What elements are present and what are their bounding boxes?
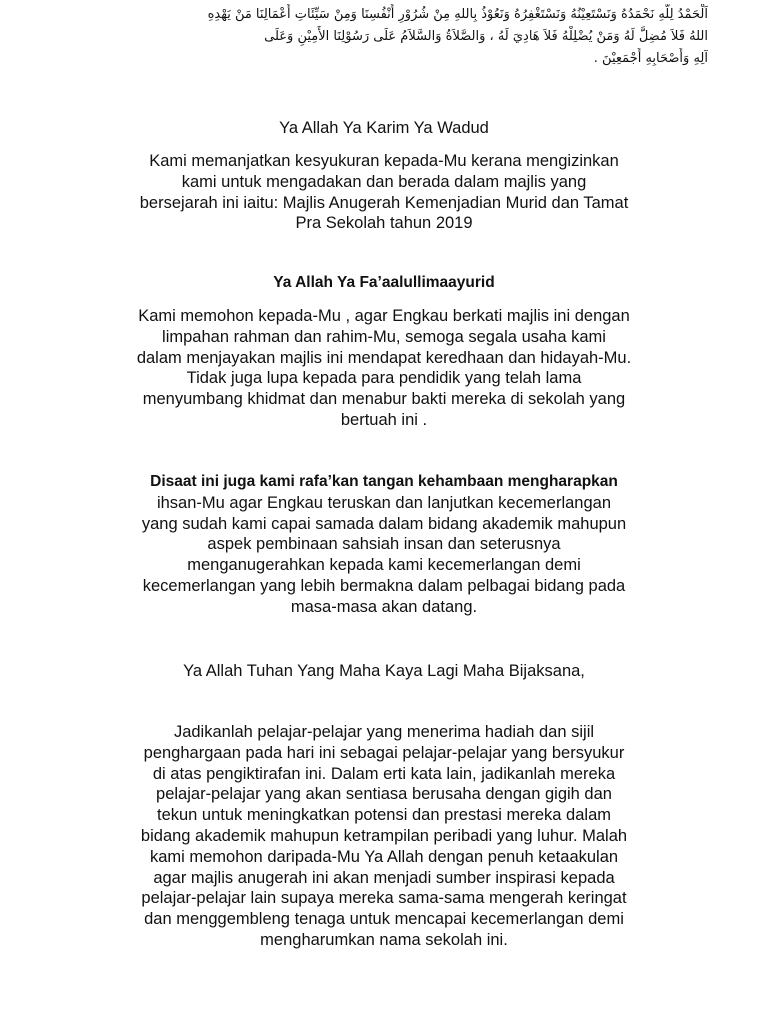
paragraph-line: bidang akademik mahupun ketrampilan peribadi yang luhur. Malah (140, 826, 628, 845)
paragraph-line: menganugerahkan kepada kami kecemerlangan demi (187, 556, 581, 575)
paragraph-jadikanlah (100, 722, 668, 951)
paragraph-line: kami memohon daripada-Mu Ya Allah dengan penuh ketaakulan (149, 847, 619, 866)
heading-karim-wadud: Ya Allah Ya Karim Ya Wadud (279, 119, 489, 137)
paragraph-rafakan (100, 472, 668, 618)
paragraph-line: kami untuk mengadakan dan berada dalam majlis yang (181, 172, 587, 191)
paragraph-line: Tidak juga lupa kepada para pendidik yang telah lama (186, 369, 582, 388)
paragraph-line: dan menggembleng tenaga untuk mencapai kecemerlangan demi (144, 910, 624, 929)
heading-faaalullimaayurid: Ya Allah Ya Fa’aalullimaayurid (273, 274, 495, 291)
paragraph-line: limpahan rahman dan rahim-Mu, semoga segala usaha kami (162, 327, 606, 346)
paragraph-line: agar majlis anugerah ini akan menjadi sumber inspirasi kepada (153, 868, 615, 887)
paragraph-bold-line: Disaat ini juga kami rafa’kan tangan kehambaan mengharapkan (150, 473, 618, 490)
paragraph-line: di atas pengiktirafan ini. Dalam erti kata lain, jadikanlah mereka (152, 764, 616, 783)
paragraph-line: penghargaan pada hari ini sebagai pelajar-pelajar yang bersyukur (143, 743, 625, 762)
paragraph-line: dalam menjayakan majlis ini mendapat keredhaan dan hidayah-Mu. (136, 348, 632, 367)
paragraph-line: tekun untuk meningkatkan potensi dan prestasi mereka dalam (156, 806, 612, 825)
paragraph-line: bersejarah ini iaitu: Majlis Anugerah Kemenjadian Murid dan Tamat (139, 193, 629, 212)
paragraph-line: Jadikanlah pelajar-pelajar yang menerima hadiah dan sijil (173, 723, 595, 741)
paragraph-line: yang sudah kami capai samada dalam bidang akademik mahupun (141, 514, 627, 533)
arabic-line: اللهُ فَلاَ مُضِلَّ لَهُ وَمَنْ يُضْلِلْهُ فَلاَ هَادِيَ لَهُ ، وَالصَّلاَةُ وَالسَّلاَمُ عَلَى رَسُوْلِنَا الأَمِيْنِ وَعَلَى (264, 29, 708, 44)
heading-maha-kaya: Ya Allah Tuhan Yang Maha Kaya Lagi Maha Bijaksana, (183, 662, 585, 680)
paragraph-line: masa-masa akan datang. (290, 597, 478, 616)
paragraph-line: pelajar-pelajar lain supaya mereka sama-sama mengerah keringat (141, 889, 627, 908)
arabic-line: اَلْحَمْدُ لِلَّهِ نَحْمَدُهُ وَنَسْتَعِيْنُهُ وَنَسْتَغْفِرُهُ وَنَعُوْذُ بِاللهِ مِنْ شُرُوْرِ أَنْفُسِنَا وَمِنْ سَيِّئَاتِ أَعْمَالِنَا مَنْ يَهْدِهِ (207, 7, 708, 22)
paragraph-line: mengharumkan nama sekolah ini. (260, 930, 508, 949)
paragraph-line: Kami memanjatkan kesyukuran kepada-Mu kerana mengizinkan (149, 152, 619, 170)
paragraph-line: pelajar-pelajar yang akan sentiasa berusaha dengan gigih dan (156, 785, 612, 804)
arabic-opening-prayer (60, 4, 708, 70)
paragraph-line: aspek pembinaan sahsiah insan dan seterusnya (207, 535, 561, 554)
paragraph-line: Pra Sekolah tahun 2019 (295, 214, 473, 233)
arabic-line: آلِهِ وَأَصْحَابِهِ أَجْمَعِيْنَ . (593, 51, 708, 66)
paragraph-line: menyumbang khidmat dan menabur bakti mereka di sekolah yang (142, 390, 626, 409)
paragraph-kesyukuran (100, 151, 668, 234)
paragraph-line: ihsan-Mu agar Engkau teruskan dan lanjutkan kecemerlangan (156, 493, 612, 512)
paragraph-line: Kami memohon kepada-Mu , agar Engkau berkati majlis ini dengan (138, 307, 630, 325)
paragraph-line: kecemerlangan yang lebih bermakna dalam pelbagai bidang pada (142, 576, 626, 595)
paragraph-line: bertuah ini . (340, 410, 428, 429)
paragraph-memohon (100, 306, 668, 431)
